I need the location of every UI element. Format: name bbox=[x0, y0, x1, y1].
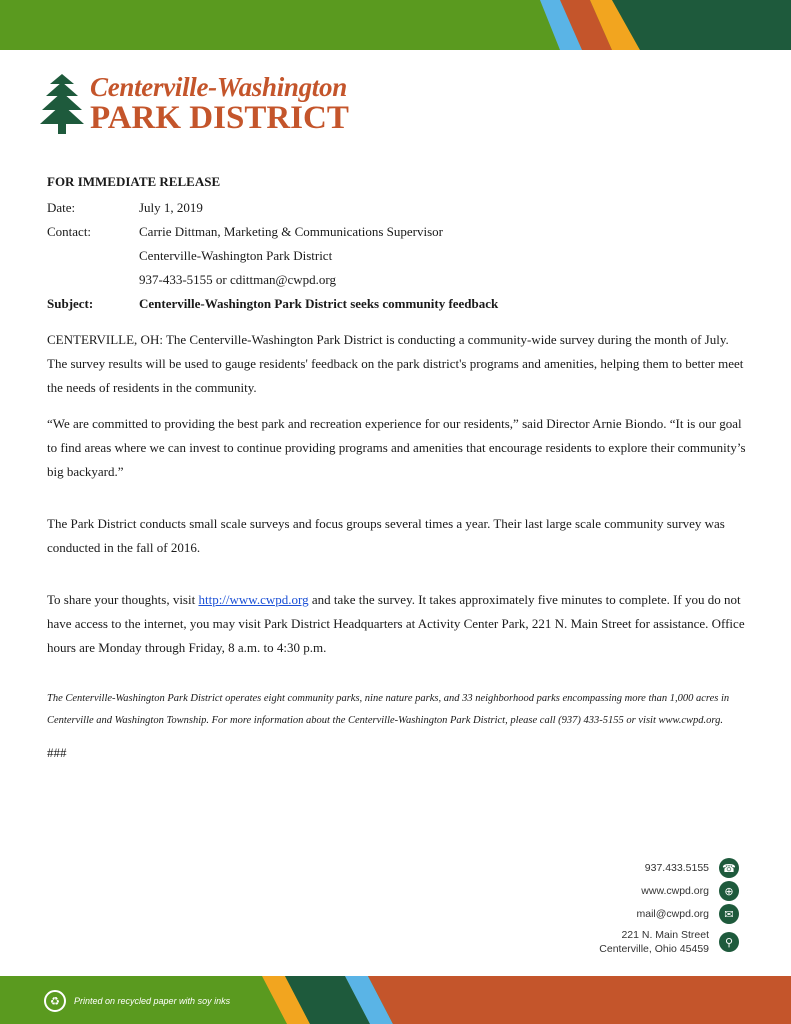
paragraph-2: “We are committed to providing the best park and recreation experience for our residents,” said Director Arnie Biondo. “It is our goal to find areas where we can invest to continue providing programs and amenities that encourage residents to explore their community’s big backyard.” bbox=[47, 416, 746, 479]
address-text bbox=[599, 928, 709, 956]
paragraph-1: CENTERVILLE, OH: The Centerville-Washington Park District is conducting a community-wide survey during the month of July. The survey results will be used to gauge residents' feedback on the park district's programs and amenities, helping them to better meet the needs of residents in the community. bbox=[47, 332, 744, 395]
recycle-icon: ♻ bbox=[44, 990, 66, 1012]
date-label: Date: bbox=[47, 200, 76, 215]
paragraph-4-end: and take the survey. It takes approximately five minutes to complete. If you do not have access to the internet, you may visit Park District Headquarters at Activity Center Park, 221 N. Main Street for assistance. Office hours are Monday through Friday, 8 a.m. to 4:30 p.m. bbox=[47, 592, 745, 655]
tree-icon bbox=[40, 74, 84, 134]
web-text: www.cwpd.org bbox=[641, 885, 709, 897]
email-text: mail@cwpd.org bbox=[636, 908, 709, 920]
contact-email bbox=[636, 904, 739, 924]
contact-label: Contact: bbox=[47, 224, 92, 239]
contact-line: Carrie Dittman, Marketing & Communications Supervisor bbox=[139, 224, 444, 239]
logo-line-1: Centerville-Washington bbox=[90, 72, 347, 102]
phone-icon: ☎ bbox=[719, 858, 739, 878]
contact-web bbox=[641, 881, 739, 901]
globe-icon: ⊕ bbox=[719, 881, 739, 901]
paragraph-3: The Park District conducts small scale surveys and focus groups several times a year. Their last large scale community survey was conducted in the fall of 2016. bbox=[47, 516, 725, 555]
recycled-note bbox=[44, 990, 230, 1012]
contact-line: Centerville-Washington Park District bbox=[139, 248, 333, 263]
release-heading: FOR IMMEDIATE RELEASE bbox=[47, 174, 221, 189]
park-district-logo bbox=[40, 70, 380, 140]
website-link[interactable]: http://www.cwpd.org bbox=[198, 592, 309, 607]
recycled-note-text: Printed on recycled paper with soy inks bbox=[74, 996, 231, 1006]
address-line-2: Centerville, Ohio 45459 bbox=[599, 943, 709, 955]
phone-text: 937.433.5155 bbox=[644, 862, 709, 874]
contact-address bbox=[599, 928, 739, 956]
address-line-1: 221 N. Main Street bbox=[621, 929, 709, 941]
contact-phone bbox=[645, 858, 739, 878]
location-pin-icon: ⚲ bbox=[719, 932, 739, 952]
boilerplate-text: The Centerville-Washington Park District operates eight community parks, nine nature parks, and 33 neighborhood parks encompassing more than 1,000 acres in Centerville and Washington Township. For more information about the Centerville-Washington Park District, please call (937) 433-5155 or visit www.cwpd.org. bbox=[47, 693, 730, 726]
paragraph-4-start: To share your thoughts, visit bbox=[47, 592, 199, 607]
date-value: July 1, 2019 bbox=[139, 200, 203, 215]
mail-icon: ✉ bbox=[719, 904, 739, 924]
contact-line: 937-433-5155 or cdittman@cwpd.org bbox=[139, 272, 336, 287]
subject-value: Centerville-Washington Park District seeks community feedback bbox=[139, 296, 499, 311]
logo-line-2: PARK DISTRICT bbox=[90, 100, 349, 136]
header-color-band bbox=[0, 0, 791, 50]
end-mark: ### bbox=[47, 745, 67, 760]
subject-label: Subject: bbox=[47, 296, 94, 311]
paragraph-4 bbox=[47, 588, 747, 660]
